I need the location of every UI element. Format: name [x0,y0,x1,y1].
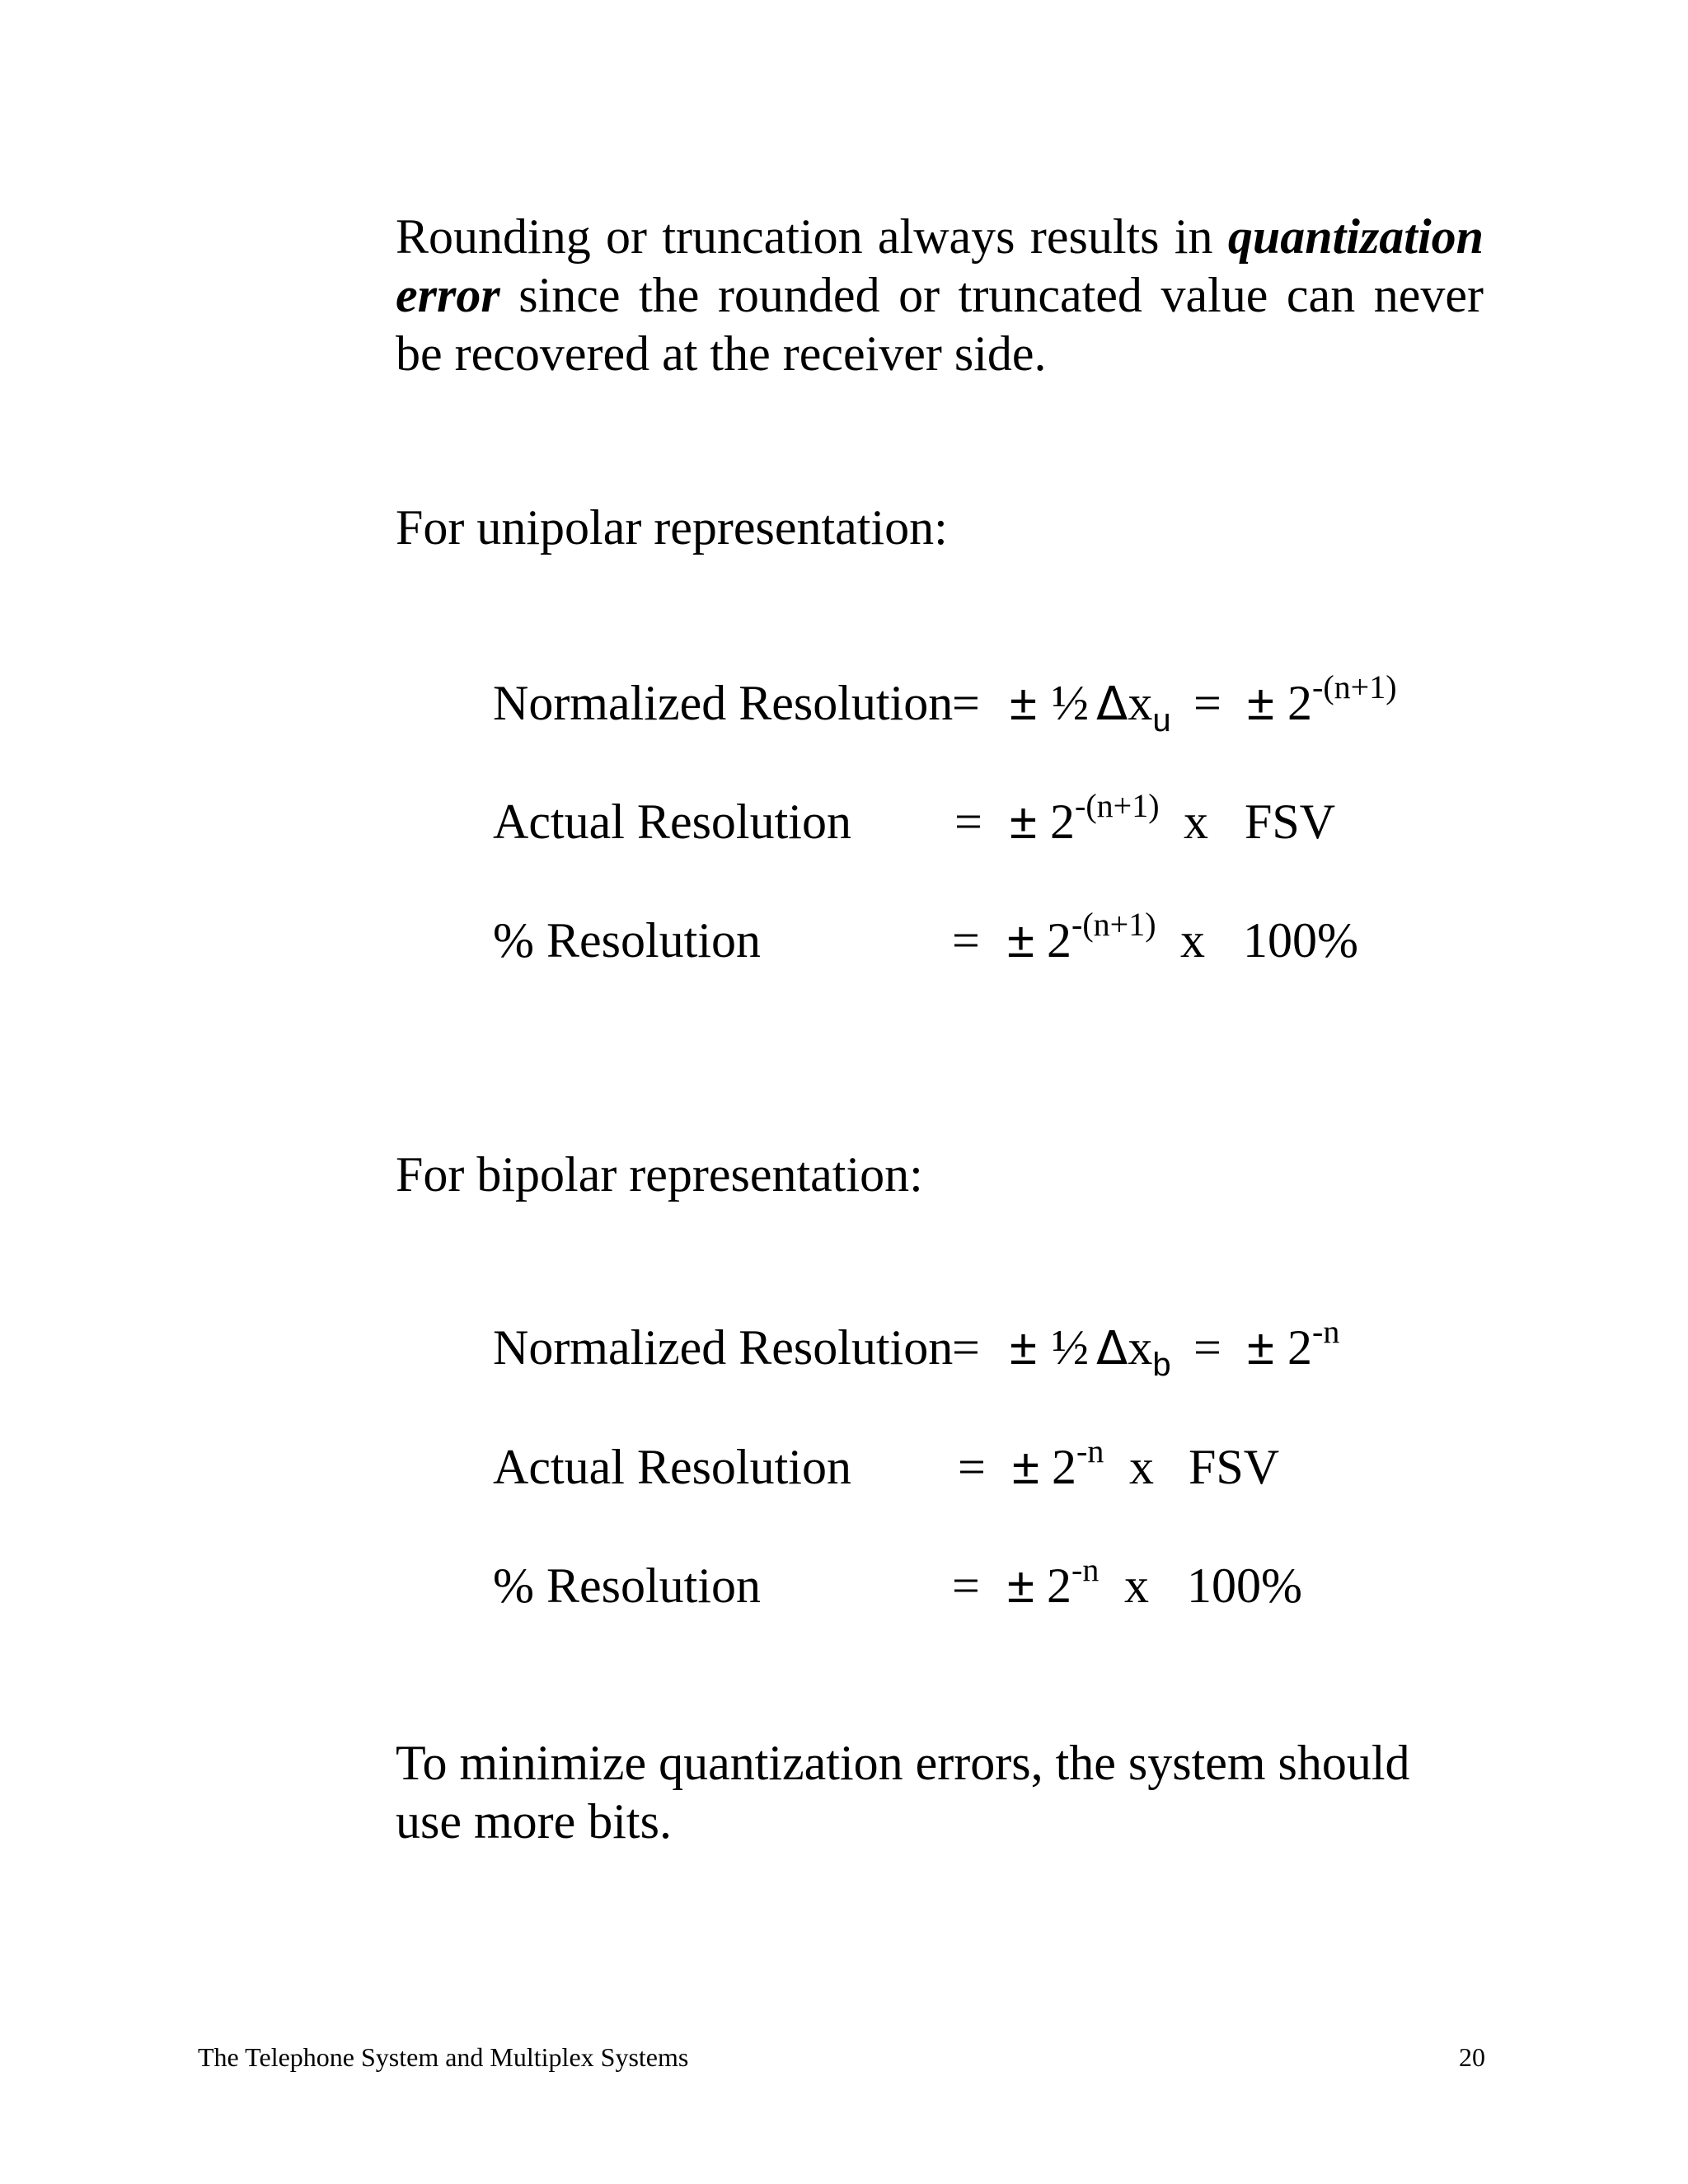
equation-label: Normalized Resolution [493,1320,954,1375]
factor: 100% [1243,913,1358,968]
factor: 100% [1187,1558,1302,1613]
intro-text-after: since the rounded or truncated value can never be recovered at the receiver side. [396,268,1484,381]
intro-emphasis: quantization error [396,209,1484,322]
page-number: 20 [1459,2042,1485,2072]
power-term [1050,787,1160,856]
power-exponent: -(n+1) [1071,906,1156,943]
power-base: 2 [1047,1558,1071,1613]
power-exponent: -(n+1) [1312,668,1397,705]
power-exponent: -(n+1) [1075,787,1160,824]
delta-symbol: Δ [1096,1322,1128,1376]
equation-label: Normalized Resolution [493,676,954,730]
power-term [1047,1551,1100,1620]
plus-minus-sign: ± [1247,675,1274,730]
plus-minus-sign: ± [1007,912,1034,968]
times-sign: x [1129,1440,1154,1494]
equation-label: Actual Resolution [493,1440,851,1494]
power-base: 2 [1050,794,1075,849]
equals-sign: = [952,1320,980,1375]
subscript: u [1152,702,1171,738]
intro-text-before: Rounding or truncation always results in [396,209,1228,264]
power-base: 2 [1047,913,1071,968]
plus-minus-sign: ± [1010,675,1037,730]
factor: FSV [1245,794,1336,849]
plus-minus-sign: ± [1012,1439,1039,1494]
power-exponent: -n [1071,1551,1100,1588]
x-variable: x [1128,676,1153,730]
power-base: 2 [1287,676,1312,730]
equation-label: Actual Resolution [493,794,851,849]
plus-minus-sign: ± [1010,794,1037,849]
times-sign: x [1184,794,1208,849]
equals-sign: = [954,794,982,849]
equals-sign: = [952,676,980,730]
equals-sign: = [952,1558,980,1613]
plus-minus-sign: ± [1247,1319,1274,1375]
one-half: ½ [1052,1320,1089,1375]
intro-paragraph [396,208,1484,383]
equation-label: % Resolution [493,913,761,968]
times-sign: x [1124,1558,1149,1613]
equals-sign: = [958,1440,986,1494]
one-half: ½ [1052,676,1089,730]
equals-sign: = [1193,676,1221,730]
plus-minus-sign: ± [1010,1319,1037,1375]
power-term [1052,1432,1104,1502]
closing-paragraph: To minimize quantization errors, the system should use more bits. [396,1736,1410,1849]
power-exponent: -n [1312,1313,1340,1350]
equals-sign: = [1193,1320,1221,1375]
power-term [1287,668,1397,738]
power-term [1047,906,1156,975]
delta-x-term [1096,1319,1171,1382]
power-base: 2 [1287,1320,1312,1375]
x-variable: x [1128,1320,1153,1375]
power-exponent: -n [1076,1432,1104,1469]
power-base: 2 [1052,1440,1076,1494]
equals-sign: = [952,913,980,968]
bipolar-heading: For bipolar representation: [396,1147,923,1202]
delta-x-term [1096,674,1171,738]
unipolar-heading: For unipolar representation: [396,500,948,555]
factor: FSV [1189,1440,1280,1494]
footer-title: The Telephone System and Multiplex Systems [198,2042,689,2072]
delta-symbol: Δ [1096,677,1128,731]
equation-label: % Resolution [493,1558,761,1613]
power-term [1287,1313,1340,1382]
subscript: b [1152,1347,1171,1383]
plus-minus-sign: ± [1007,1558,1034,1613]
times-sign: x [1180,913,1205,968]
